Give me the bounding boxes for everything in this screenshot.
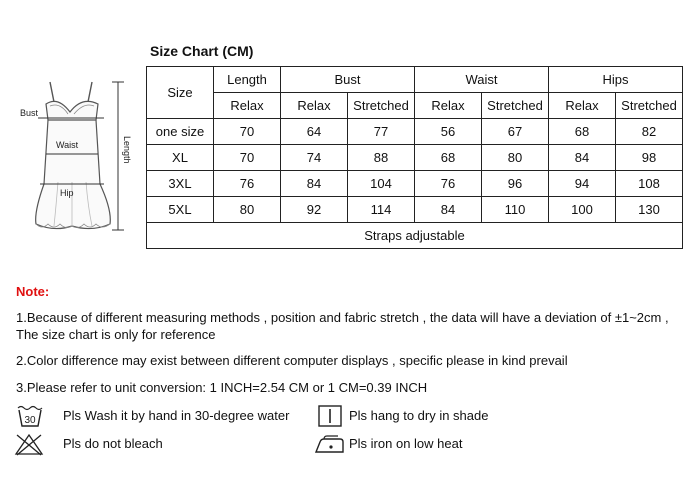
table-cell: 104: [348, 171, 415, 197]
table-cell: 92: [281, 197, 348, 223]
table-cell: 77: [348, 119, 415, 145]
garment-measurement-figure: [14, 72, 142, 248]
table-cell: 108: [616, 171, 683, 197]
table-subheader-row: [147, 93, 683, 119]
table-cell: 114: [348, 197, 415, 223]
care-no-bleach-text: Pls do not bleach: [63, 436, 163, 451]
table-cell: 76: [214, 171, 281, 197]
subheader-cell: Stretched: [348, 93, 415, 119]
table-cell: 67: [482, 119, 549, 145]
table-cell: 84: [281, 171, 348, 197]
table-cell: 68: [415, 145, 482, 171]
table-cell: 100: [549, 197, 616, 223]
table-row: [147, 145, 683, 171]
row-size: one size: [147, 119, 214, 145]
hand-wash-30-icon: [16, 404, 44, 428]
do-not-bleach-icon: [14, 432, 44, 456]
wash-temperature-text: 30: [24, 415, 36, 426]
table-cell: 80: [214, 197, 281, 223]
header-size: Size: [147, 67, 214, 119]
size-chart-table: [146, 66, 683, 249]
table-row: [147, 197, 683, 223]
table-cell: 76: [415, 171, 482, 197]
subheader-cell: Relax: [214, 93, 281, 119]
care-iron-text: Pls iron on low heat: [349, 436, 463, 451]
header-hips: Hips: [549, 67, 683, 93]
table-header-row: [147, 67, 683, 93]
hang-dry-shade-icon: [318, 405, 342, 427]
table-cell: 98: [616, 145, 683, 171]
table-cell: 56: [415, 119, 482, 145]
row-size: 5XL: [147, 197, 214, 223]
care-hand-wash-text: Pls Wash it by hand in 30-degree water: [63, 408, 290, 423]
subheader-cell: Relax: [549, 93, 616, 119]
table-row: [147, 119, 683, 145]
table-cell: 74: [281, 145, 348, 171]
note-title: Note:: [16, 284, 50, 299]
table-cell: 110: [482, 197, 549, 223]
table-cell: 84: [415, 197, 482, 223]
straps-adjustable-note: Straps adjustable: [147, 223, 683, 249]
table-cell: 84: [549, 145, 616, 171]
table-cell: 130: [616, 197, 683, 223]
table-cell: 70: [214, 145, 281, 171]
table-cell: 94: [549, 171, 616, 197]
subheader-cell: Stretched: [616, 93, 683, 119]
table-cell: 80: [482, 145, 549, 171]
table-cell: 82: [616, 119, 683, 145]
note-item-2: 2.Color difference may exist between different computer displays , specific please in kind prevail: [16, 353, 568, 368]
note-item-1: 1.Because of different measuring methods , position and fabric stretch , the data will have a deviation of ±1~2cm ,: [16, 310, 669, 325]
header-waist: Waist: [415, 67, 549, 93]
hip-label: Hip: [60, 188, 74, 198]
table-cell: 96: [482, 171, 549, 197]
length-label: Length: [122, 136, 132, 164]
subheader-cell: Relax: [415, 93, 482, 119]
table-cell: 68: [549, 119, 616, 145]
table-footer-row: [147, 223, 683, 249]
care-hang-dry-text: Pls hang to dry in shade: [349, 408, 489, 423]
size-chart-title: Size Chart (CM): [150, 43, 254, 59]
note-item-1-continued: The size chart is only for reference: [16, 327, 216, 342]
waist-label: Waist: [56, 140, 79, 150]
table-cell: 70: [214, 119, 281, 145]
note-item-3: 3.Please refer to unit conversion: 1 INCH=2.54 CM or 1 CM=0.39 INCH: [16, 380, 428, 395]
subheader-cell: Stretched: [482, 93, 549, 119]
header-bust: Bust: [281, 67, 415, 93]
table-row: [147, 171, 683, 197]
subheader-cell: Relax: [281, 93, 348, 119]
bust-label: Bust: [20, 108, 39, 118]
table-cell: 64: [281, 119, 348, 145]
row-size: 3XL: [147, 171, 214, 197]
row-size: XL: [147, 145, 214, 171]
iron-low-heat-icon: [314, 434, 346, 454]
table-cell: 88: [348, 145, 415, 171]
header-length: Length: [214, 67, 281, 93]
